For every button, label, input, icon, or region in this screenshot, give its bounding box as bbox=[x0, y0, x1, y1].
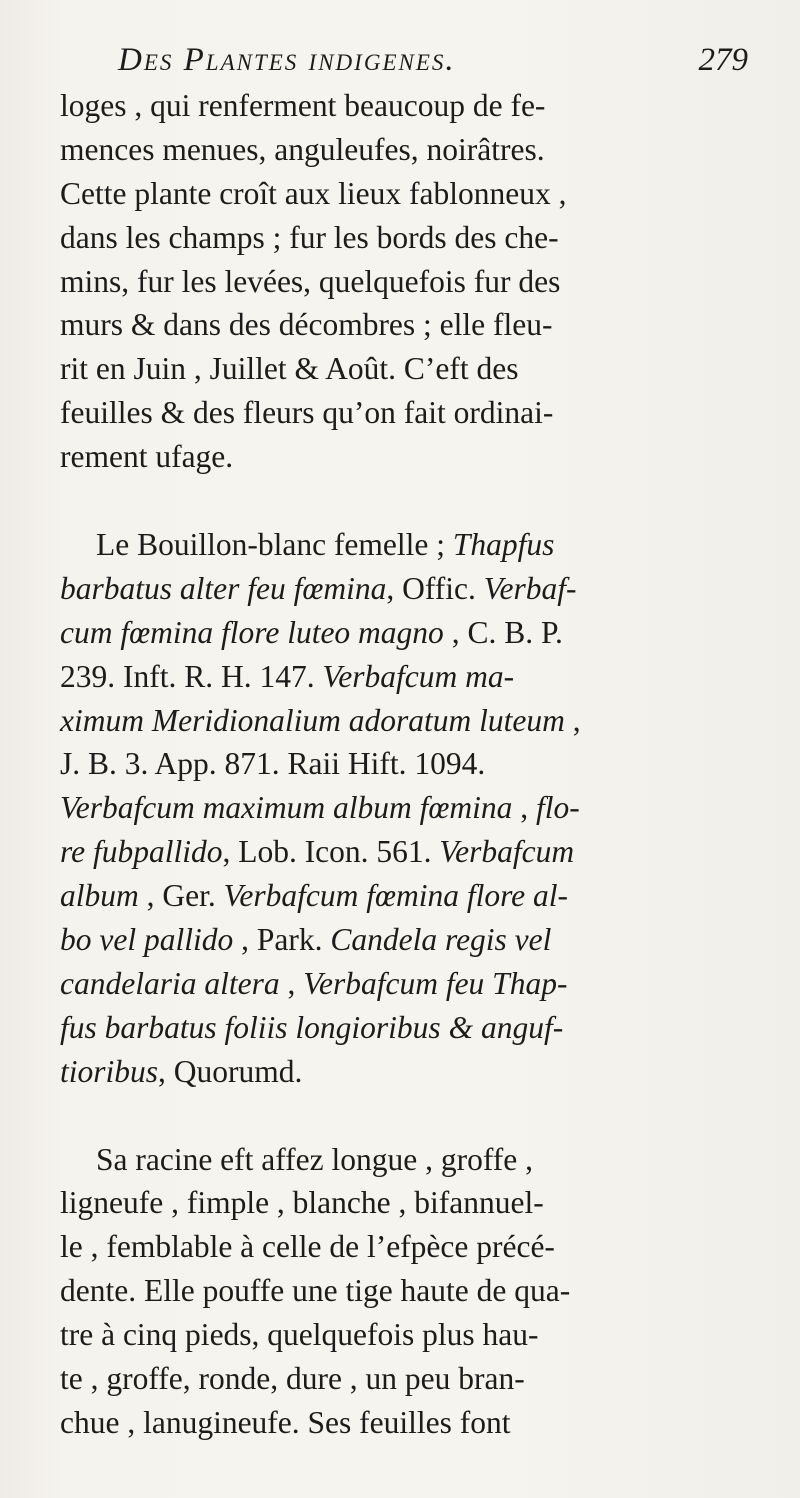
body-text bbox=[60, 84, 748, 1445]
text-line bbox=[60, 1313, 748, 1357]
italic-text: Verbafcum feu Thap- bbox=[303, 965, 568, 1001]
text-line bbox=[60, 830, 748, 874]
text-line bbox=[60, 84, 748, 128]
paragraph bbox=[60, 1138, 748, 1445]
text-line bbox=[60, 611, 748, 655]
text-line bbox=[60, 216, 748, 260]
roman-text: loges , qui renferment beaucoup de fe- bbox=[60, 88, 546, 123]
italic-text: candelaria altera bbox=[60, 965, 280, 1001]
page-header bbox=[60, 42, 748, 86]
roman-text: feuilles & des fleurs qu’on fait ordinai- bbox=[60, 395, 554, 431]
text-line bbox=[60, 347, 748, 391]
roman-text: ligneufe , fimple , blanche , bifannuel- bbox=[60, 1185, 544, 1221]
text-line bbox=[60, 1269, 748, 1313]
roman-text: , Quorumd. bbox=[158, 1053, 303, 1089]
text-line bbox=[60, 128, 748, 172]
roman-text: te , groffe, ronde, dure , un peu bran- bbox=[60, 1361, 525, 1397]
roman-text: , Lob. Icon. 561. bbox=[222, 834, 440, 870]
text-line bbox=[60, 1006, 748, 1050]
text-line bbox=[60, 391, 748, 435]
roman-text: murs & dans des décombres ; elle fleu- bbox=[60, 307, 553, 343]
italic-text: tioribus bbox=[60, 1053, 159, 1089]
roman-text: , bbox=[564, 702, 581, 738]
text-line bbox=[60, 1401, 748, 1445]
roman-text: , Park. bbox=[233, 922, 331, 958]
italic-text: Candela regis vel bbox=[330, 922, 552, 958]
roman-text: dans les champs ; fur les bords des che- bbox=[60, 219, 559, 255]
roman-text: , Ger. bbox=[138, 878, 224, 914]
italic-text: ximum Meridionalium adoratum luteum bbox=[60, 702, 565, 738]
text-line bbox=[60, 1225, 748, 1269]
roman-text: mences menues, anguleufes, noirâtres. bbox=[60, 131, 545, 167]
text-line bbox=[60, 962, 748, 1006]
page-number: 279 bbox=[698, 42, 748, 78]
text-line bbox=[60, 1181, 748, 1225]
italic-text: flo- bbox=[535, 790, 580, 826]
text-line bbox=[60, 1050, 748, 1094]
roman-text: rement ufage. bbox=[60, 439, 234, 475]
italic-text: Verbaf- bbox=[483, 570, 577, 606]
italic-text: cum fœmina flore luteo magno bbox=[60, 614, 444, 650]
roman-text: Le Bouillon-blanc femelle ; bbox=[96, 527, 453, 563]
roman-text: rit en Juin , Juillet & Août. C’eft des bbox=[60, 351, 519, 387]
roman-text: , bbox=[279, 965, 304, 1001]
roman-text: , bbox=[512, 790, 536, 826]
text-line bbox=[60, 742, 748, 786]
roman-text: Cette plante croît aux lieux fablonneux , bbox=[60, 175, 567, 211]
roman-text: le , femblable à celle de l’efpèce précé- bbox=[60, 1229, 555, 1265]
roman-text: J. B. 3. App. 871. Raii Hift. 1094. bbox=[60, 746, 486, 782]
paragraph bbox=[60, 523, 748, 1094]
text-line bbox=[60, 918, 748, 962]
text-line bbox=[60, 435, 748, 479]
italic-text: barbatus alter feu fœmina bbox=[60, 570, 387, 606]
italic-text: album bbox=[60, 878, 139, 914]
roman-text: dente. Elle pouffe une tige haute de qua- bbox=[60, 1273, 571, 1309]
text-line bbox=[60, 699, 748, 743]
italic-text: Verbafcum bbox=[439, 834, 575, 870]
roman-text: chue , lanugineufe. Ses feuilles font bbox=[60, 1404, 511, 1440]
text-line bbox=[60, 655, 748, 699]
italic-text: Verbafcum maximum album fœmina bbox=[60, 790, 513, 826]
paragraph bbox=[60, 84, 748, 479]
paragraph-gap bbox=[60, 1094, 748, 1138]
text-line bbox=[60, 874, 748, 918]
text-line bbox=[60, 260, 748, 304]
italic-text: Verbafcum fœmina flore al- bbox=[223, 878, 569, 914]
paragraph-gap bbox=[60, 479, 748, 523]
italic-text: fus barbatus foliis longioribus & anguf- bbox=[60, 1009, 564, 1045]
text-line bbox=[60, 172, 748, 216]
italic-text: re fubpallido bbox=[60, 834, 223, 870]
text-line bbox=[60, 786, 748, 830]
roman-text: , Offic. bbox=[386, 570, 484, 606]
text-line bbox=[60, 523, 748, 567]
text-line bbox=[60, 1357, 748, 1401]
italic-text: bo vel pallido bbox=[60, 922, 234, 958]
running-head: Des Plantes indigenes. bbox=[118, 42, 456, 78]
text-line bbox=[60, 567, 748, 611]
roman-text: , C. B. P. bbox=[443, 614, 563, 650]
text-line bbox=[60, 1138, 748, 1182]
roman-text: Sa racine eft affez longue , groffe , bbox=[96, 1141, 534, 1177]
text-line bbox=[60, 303, 748, 347]
roman-text: mins, fur les levées, quelquefois fur des bbox=[60, 263, 561, 299]
italic-text: Verbafcum ma- bbox=[322, 658, 515, 694]
roman-text: tre à cinq pieds, quelquefois plus hau- bbox=[60, 1317, 539, 1353]
roman-text: 239. Inft. R. H. 147. bbox=[60, 658, 323, 694]
italic-text: Thapfus bbox=[452, 527, 555, 563]
